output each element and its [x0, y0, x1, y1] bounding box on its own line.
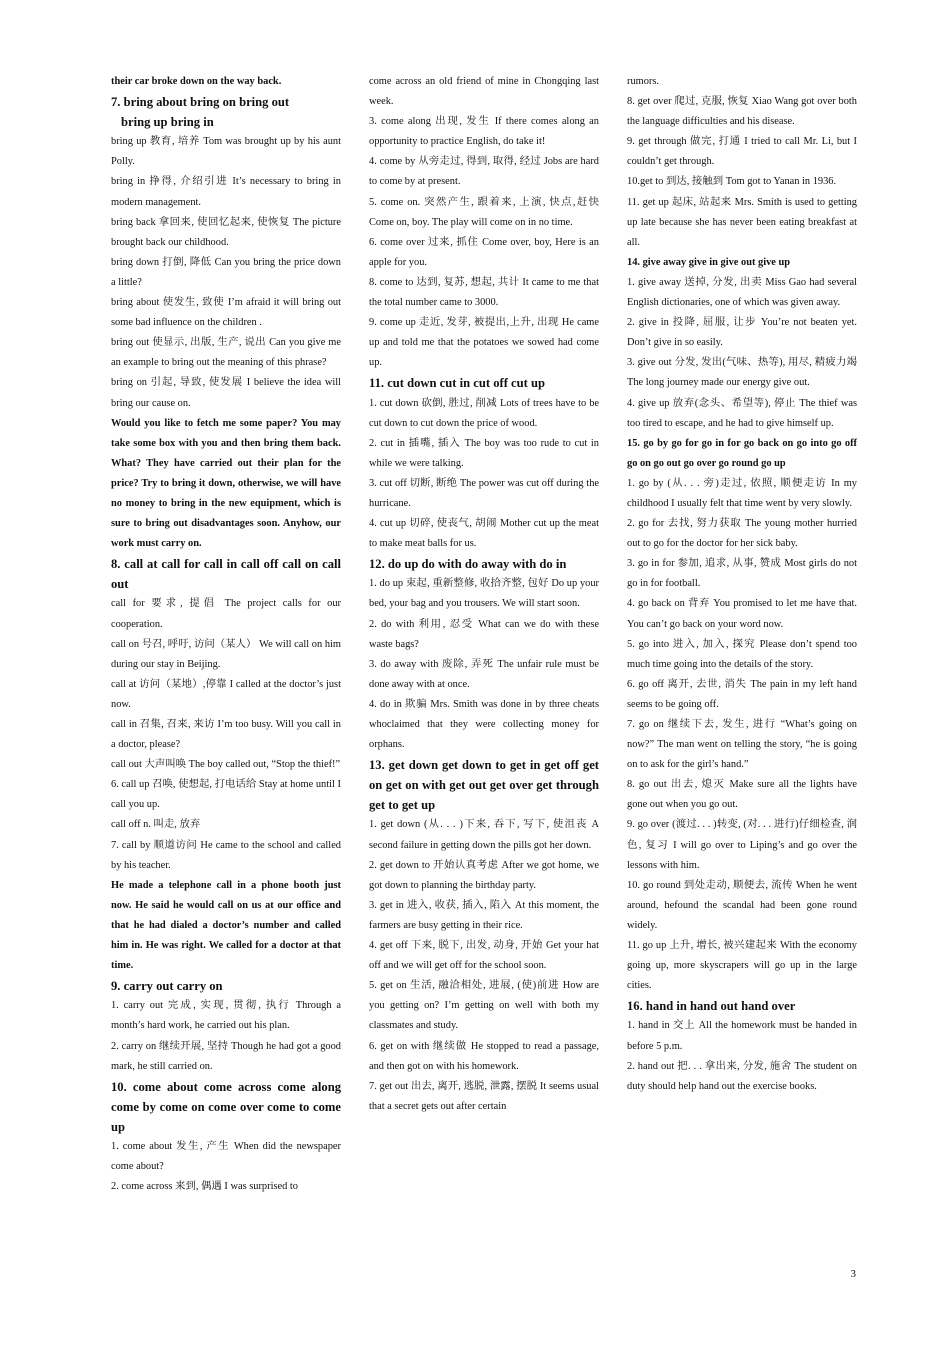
paragraph: call off n. 叫走, 放弃: [111, 819, 201, 831]
paragraph: call in 召集, 召来, 来访 I’m too busy. Will you call in a doctor, please?: [111, 719, 341, 751]
paragraph: bring down 打倒, 降低 Can you bring the price down a little?: [111, 256, 341, 288]
paragraph: 3. do away with 废除, 弄死 The unfair rule must be done away with at once.: [369, 658, 599, 690]
section-heading: He made a telephone call in a phone booth just now. He said he would call on us at our office and that he had dialed a doctor’s number and called him in. He was right. We called for a doctor at that time.: [111, 879, 341, 972]
paragraph: bring up 教育, 培养 Tom was brought up by his aunt Polly.: [111, 136, 341, 168]
paragraph: 3. give out 分发, 发出(气味、热等), 用尽, 精疲力竭 The long journey made our energy give out.: [627, 357, 857, 389]
paragraph: bring back 拿回来, 使回忆起来, 使恢复 The picture brought back our childhood.: [111, 216, 341, 248]
paragraph: 1. carry out 完成, 实现, 贯彻, 执行 Through a month’s hard work, he carried out his plan.: [111, 1000, 341, 1032]
section-heading: 13. get down get down to get in get off get on get on with get out get over get through get to get up: [369, 758, 599, 813]
paragraph: 5. go into 进入, 加入, 探究 Please don’t spend too much time going into the details of the story.: [627, 638, 857, 670]
paragraph: 3. go in for 参加, 追求, 从事, 赞成 Most girls do not go in for football.: [627, 558, 857, 590]
paragraph: 10.get to 到达, 接触到 Tom got to Yanan in 1936.: [627, 176, 837, 188]
paragraph: 2. cut in 插嘴, 插入 The boy was too rude to cut in while we were talking.: [369, 437, 599, 469]
section-heading: 16. hand in hand out hand over: [627, 999, 796, 1014]
paragraph: 9. get through 做完, 打通 I tried to call Mr. Li, but I couldn’t get through.: [627, 136, 857, 168]
paragraph: 5. get on 生活, 融洽相处, 进展, (使)前进 How are you getting on? I’m getting on well with both my classmates and study.: [369, 980, 599, 1032]
paragraph: rumors.: [627, 76, 660, 87]
paragraph: bring out 使显示, 出版, 生产, 说出 Can you give me an example to bring out the meaning of this phrase?: [111, 337, 341, 369]
paragraph: 11. go up 上升, 增长, 被兴建起来 With the economy going up, more skyscrapers will go up in the large cities.: [627, 940, 857, 992]
paragraph: 1. come about 发生, 产生 When did the newspaper come about?: [111, 1140, 341, 1173]
paragraph: 2. carry on 继续开展, 坚持 Though he had got a good mark, he still carried on.: [111, 1040, 341, 1072]
paragraph: 11. get up 起床, 站起来 Mrs. Smith is used to getting up late because she has never been eating breakfast at all.: [627, 196, 857, 248]
paragraph: 8. go out 出去, 熄灭 Make sure all the lights have gone out when you go out.: [627, 779, 857, 811]
paragraph: 3. get in 进入, 收获, 插入, 陷入 At this moment, the farmers are busy getting in their rice.: [369, 899, 599, 931]
paragraph: 1. go by (从. . . 旁)走过, 依照, 顺便走访 In my childhood I usually felt that time went by very slowly.: [627, 477, 857, 509]
section-heading: 7. bring about bring on bring out: [111, 95, 290, 110]
paragraph: 1. cut down 砍倒, 胜过, 削减 Lots of trees have to be cut down to cut down the price of wood.: [369, 397, 599, 429]
paragraph: call on 号召, 呼吁, 访问（某人） We will call on him during our stay in Beijing.: [111, 638, 341, 670]
paragraph: 2. go for 去找, 努力获取 The young mother hurried out to go for the doctor for her sick baby.: [627, 518, 857, 550]
paragraph: 4. cut up 切碎, 使丧气, 胡闹 Mother cut up the meat to make meat balls for us.: [369, 518, 599, 550]
paragraph: 3. come along 出现, 发生 If there comes along an opportunity to practice English, do take it!: [369, 116, 599, 148]
text-column-right: [627, 72, 857, 1097]
page-number: 3: [850, 1268, 856, 1280]
paragraph: 7. go on 继续下去, 发生, 进行 “What’s going on now?” The man went on telling the story, “he is going on to ask for the girl’s hand.”: [627, 719, 857, 771]
paragraph: 6. come over 过来, 抓住 Come over, boy, Here is an apple for you.: [369, 236, 599, 268]
text-column-left: [111, 72, 341, 1197]
paragraph: 8. get over 爬过, 克服, 恢复 Xiao Wang got over both the language difficulties and his disease.: [627, 96, 857, 128]
section-heading: 10. come about come across come along come by come on come over come to come up: [111, 1079, 341, 1134]
paragraph: 4. get off 下来, 脱下, 出发, 动身, 开始 Get your hat off and we will get off for the school soon.: [369, 940, 599, 972]
section-heading: 14. give away give in give out give up: [627, 256, 791, 268]
paragraph: bring in 挣得, 介绍引进 It’s necessary to bring in modern management.: [111, 176, 341, 208]
section-heading: their car broke down on the way back.: [111, 76, 282, 87]
paragraph: bring about 使发生, 致使 I’m afraid it will bring out some bad influence on the children .: [111, 297, 341, 329]
paragraph: 4. do in 欺骗 Mrs. Smith was done in by three cheats whoclaimed that they were collecting money for orphans.: [369, 698, 599, 751]
text-column-middle: [369, 72, 599, 1117]
section-heading: 9. carry out carry on: [111, 979, 223, 994]
paragraph: 1. give away 送掉, 分发, 出卖 Miss Gao had several English dictionaries, one of which was given away.: [627, 276, 857, 309]
section-heading: 15. go by go for go in for go back on go into go off go on go out go over go round go up: [627, 437, 857, 469]
paragraph: 1. hand in 交上 All the homework must be handed in before 5 p.m.: [627, 1020, 857, 1052]
paragraph: call for 要求, 提倡 The project calls for our cooperation.: [111, 598, 341, 630]
paragraph: 6. go off 离开, 去世, 消失 The pain in my left hand seems to be going off.: [627, 678, 857, 710]
paragraph: 9. go over (渡过. . . )转变, (对. . . 进行)仔细检查, 润色, 复习 I will go over to Liping’s and go over the lessons with him.: [627, 819, 857, 871]
paragraph: 4. go back on 背弃 You promised to let me have that. You can’t go back on your word now.: [627, 598, 857, 630]
paragraph: 4. give up 放弃(念头、希望等), 停止 The thief was too tired to escape, and he had to give himself up.: [627, 397, 857, 429]
paragraph: call out 大声叫唤 The boy called out, “Stop the thief!”: [111, 759, 341, 771]
paragraph: 2. do with 利用, 忍受 What can we do with these waste bags?: [369, 618, 599, 650]
paragraph: 4. come by 从旁走过, 得到, 取得, 经过 Jobs are hard to come by at present.: [369, 156, 599, 188]
paragraph: bring on 引起, 导致, 使发展 I believe the idea will bring our cause on.: [111, 377, 341, 409]
paragraph: 3. cut off 切断, 断绝 The power was cut off during the hurricane.: [369, 477, 599, 509]
paragraph: 10. go round 到处走动, 顺便去, 流传 When he went around, hefound the scandal had been gone round widely.: [627, 879, 857, 931]
section-heading: 12. do up do with do away with do in: [369, 557, 567, 572]
paragraph: 2. come across 来到, 偶遇 I was surprised to: [111, 1181, 298, 1193]
paragraph: come across an old friend of mine in Chongqing last week.: [369, 76, 599, 108]
section-heading: 8. call at call for call in call off call on call out: [111, 557, 341, 592]
paragraph: 1. do up 束起, 重新整修, 收拾齐整, 包好 Do up your bed, your bag and you trousers. We will start soon.: [369, 578, 599, 610]
paragraph: call at 访问（某地）,停靠 I called at the doctor’s just now.: [111, 678, 341, 710]
section-heading: 11. cut down cut in cut off cut up: [369, 376, 545, 391]
paragraph: 2. get down to 开始认真考虑 After we got home, we got down to planning the birthday party.: [369, 859, 599, 891]
paragraph: 7. get out 出去, 离开, 逃脱, 泄露, 摆脱 It seems usual that a secret gets out after certain: [369, 1080, 599, 1112]
paragraph: 1. get down (从. . . )下来, 吞下, 写下, 使沮丧 A second failure in getting down the pills got her down.: [369, 819, 599, 851]
section-heading: Would you like to fetch me some paper? You may take some box with you and then bring them back. What? They have carried out their plan for the price? Try to bring it down, otherwise, we will have no money to bring in the new equipment, which is sure to bring out disadvantages soon. Anyhow, our work must carry on.: [111, 417, 341, 550]
paragraph: 6. call up 召唤, 使想起, 打电话给 Stay at home until I call you up.: [111, 779, 341, 811]
paragraph: 7. call by 顺道访问 He came to the school and called by his teacher.: [111, 839, 341, 871]
paragraph: 2. hand out 把. . . 拿出来, 分发, 施舍 The student on duty should help hand out the exercise books.: [627, 1060, 857, 1092]
paragraph: 9. come up 走近, 发芽, 被提出,上升, 出现 He came up and told me that the potatoes we sowed had come up.: [369, 317, 599, 369]
paragraph: 6. get on with 继续做 He stopped to read a passage, and then got on with his homework.: [369, 1040, 599, 1072]
section-heading: bring up bring in: [121, 115, 214, 130]
paragraph: 2. give in 投降, 屈服, 让步 You’re not beaten yet. Don’t give in so easily.: [627, 317, 857, 349]
paragraph: 8. come to 达到, 复苏, 想起, 共计 It came to me that the total number came to 3000.: [369, 276, 599, 309]
paragraph: 5. come on. 突然产生, 跟着来, 上演, 快点,赶快 Come on, boy. The play will come on in no time.: [369, 196, 599, 228]
